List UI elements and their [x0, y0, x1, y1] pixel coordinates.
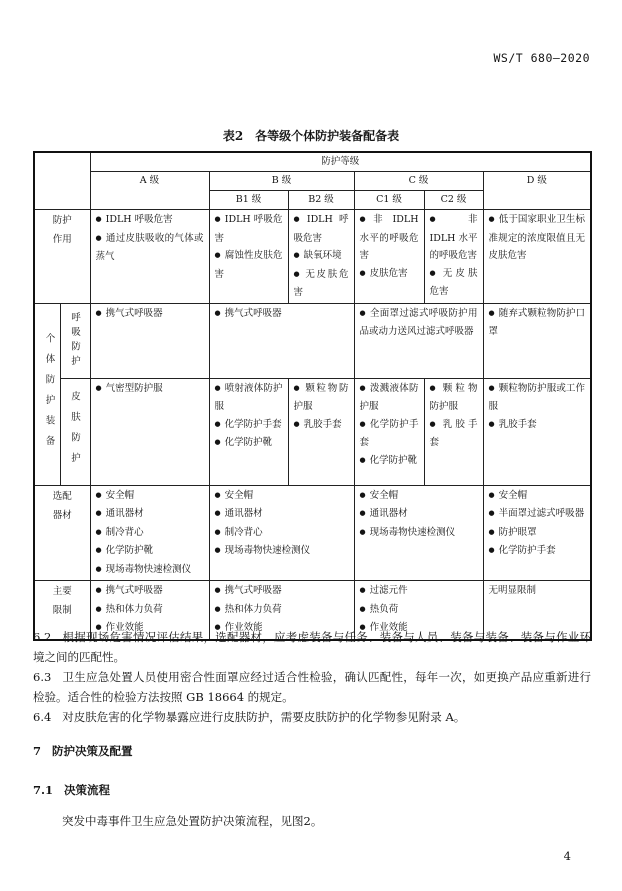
bullet-item — [489, 305, 586, 341]
bullet-text: 无皮肤危害 — [293, 268, 349, 298]
bullet-text: 携气式呼吸器 — [224, 307, 282, 319]
bullet-text: 热负荷 — [369, 603, 399, 615]
bullet-item — [215, 434, 283, 453]
bullet-icon: ● — [214, 251, 221, 259]
bullet-item — [360, 505, 478, 524]
bullet-item — [360, 416, 419, 452]
clause-number: 6.3 — [33, 670, 52, 684]
bullet-icon: ● — [95, 308, 102, 317]
bullet-text: IDLH 呼吸危害 — [105, 214, 173, 225]
bullet-item — [430, 380, 478, 416]
bullet-icon: ● — [214, 308, 221, 317]
bullet-text: 非 IDLH 水平的呼吸危害 — [359, 214, 419, 261]
bullet-item — [489, 487, 586, 506]
bullet-text: 通讯器材 — [224, 508, 263, 519]
clause-text: 对皮肤危害的化学物暴露应进行皮肤防护，需要皮肤防护的化学物参见附录 A。 — [62, 710, 466, 724]
bullet-item — [215, 380, 283, 416]
bullet-icon: ● — [95, 383, 102, 392]
header-level-b2: B2 级 — [288, 191, 354, 210]
bullet-text: 现场毒物快速检测仪 — [369, 526, 456, 538]
bullet-item — [489, 542, 586, 561]
bullet-icon: ● — [359, 308, 366, 317]
bullet-icon: ● — [214, 623, 221, 631]
bullet-text: 热和体力负荷 — [105, 603, 163, 615]
bullet-item — [360, 265, 419, 284]
bullet-icon: ● — [359, 268, 366, 277]
cell-optional-b — [209, 485, 354, 581]
bullet-text: 热和体力负荷 — [224, 603, 282, 615]
rowheader-protective-effect: 防护作用 — [34, 210, 90, 304]
bullet-icon: ● — [488, 308, 495, 317]
bullet-item — [96, 305, 204, 324]
row-respiratory-protection — [34, 303, 591, 378]
bullet-item — [360, 601, 478, 620]
bullet-icon: ● — [214, 438, 221, 446]
bullet-text: 随弃式颗粒物防护口罩 — [488, 307, 586, 337]
bullet-icon: ● — [359, 586, 366, 594]
bullet-icon: ● — [359, 215, 370, 223]
bullet-text: 化学防护靴 — [224, 437, 273, 448]
cell-effect-c2 — [424, 210, 483, 304]
rowheader-respiratory: 呼吸防护 — [60, 303, 90, 378]
bullet-item — [215, 487, 349, 506]
bullet-text: 喷射液体防护服 — [214, 382, 283, 412]
cell-skin-a — [90, 378, 209, 485]
header-level-b1: B1 级 — [209, 191, 288, 210]
cell-skin-b2 — [288, 378, 354, 485]
bullet-item — [215, 416, 283, 435]
bullet-item — [360, 487, 478, 506]
ppe-equipment-table — [33, 151, 592, 641]
bullet-icon: ● — [214, 527, 221, 536]
heading-number: 7.1 — [33, 783, 54, 797]
header-level-c2: C2 级 — [424, 191, 483, 210]
bullet-text: 缺氧环境 — [303, 250, 342, 261]
bullet-icon: ● — [429, 383, 439, 392]
header-level-a: A 级 — [90, 172, 209, 210]
bullet-icon: ● — [488, 419, 495, 428]
bullet-text: 无皮肤危害 — [429, 267, 478, 297]
clause-text: 根据现场危害情况评估结果，选配器材，应考虑装备与任务、装备与人员、装备与装备、装备与作业环境之间的匹配性。 — [33, 630, 591, 664]
bullet-text: 腐蚀性皮肤危害 — [214, 250, 283, 280]
header-level-c1: C1 级 — [354, 191, 424, 210]
bullet-icon: ● — [359, 604, 366, 613]
heading-text: 决策流程 — [64, 783, 111, 797]
bullet-item — [215, 211, 283, 247]
bullet-icon: ● — [293, 269, 302, 278]
standard-number: WS/T 680—2020 — [493, 51, 590, 65]
bullet-icon: ● — [95, 490, 102, 499]
bullet-icon: ● — [293, 419, 300, 428]
bullet-item — [215, 505, 349, 524]
row-optional-equipment — [34, 485, 591, 581]
bullet-icon: ● — [488, 215, 495, 223]
bullet-text: 泼溅液体防护服 — [359, 382, 419, 412]
bullet-item — [430, 265, 478, 301]
bullet-item — [215, 601, 349, 620]
bullet-text: 现场毒物快速检测仪 — [224, 545, 311, 556]
clause-6-2 — [33, 627, 591, 667]
bullet-text: 通过皮肤吸收的气体或蒸气 — [95, 232, 204, 262]
cell-effect-d — [483, 210, 591, 304]
bullet-item — [96, 230, 204, 266]
paragraph-7-1-intro: 突发中毒事件卫生应急处置防护决策流程，见图2。 — [62, 814, 323, 828]
bullet-text: 携气式呼吸器 — [105, 307, 163, 319]
header-level-c: C 级 — [354, 172, 483, 191]
bullet-icon: ● — [359, 509, 366, 517]
bullet-text: 安全帽 — [498, 489, 528, 501]
cell-optional-d — [483, 485, 591, 581]
bullet-icon: ● — [214, 509, 221, 517]
bullet-item — [96, 524, 204, 543]
table-caption — [0, 127, 622, 144]
bullet-item — [96, 601, 204, 620]
bullet-text: 化学防护手套 — [498, 545, 556, 556]
rowheader-main-limits: 主要限制 — [34, 581, 90, 640]
bullet-item — [360, 211, 419, 265]
bullet-icon: ● — [429, 268, 439, 277]
bullet-item — [489, 524, 586, 543]
bullet-item — [294, 211, 349, 247]
page-number: 4 — [563, 849, 571, 863]
body-text — [33, 627, 591, 831]
table-header-row-2 — [34, 172, 591, 191]
bullet-text: 化学防护手套 — [224, 418, 282, 430]
cell-optional-a — [90, 485, 209, 581]
bullet-text: 低于国家职业卫生标准规定的浓度限值且无皮肤危害 — [488, 214, 586, 261]
bullet-text: 安全帽 — [105, 489, 135, 501]
bullet-text: 作业效能 — [105, 622, 144, 633]
bullet-item — [96, 561, 204, 580]
bullet-icon: ● — [359, 490, 366, 499]
header-level-b: B 级 — [209, 172, 354, 191]
header-level-d: D 级 — [483, 172, 591, 210]
bullet-icon: ● — [214, 586, 221, 594]
rowheader-personal-equipment: 个体防护装备 — [34, 303, 60, 485]
bullet-item — [360, 524, 478, 543]
bullet-icon: ● — [488, 490, 495, 499]
bullet-item — [215, 247, 283, 283]
bullet-text: 携气式呼吸器 — [224, 585, 282, 596]
bullet-item — [489, 416, 586, 435]
bullet-item — [430, 211, 478, 265]
bullet-text: 通讯器材 — [105, 508, 144, 519]
bullet-text: 制冷背心 — [105, 526, 144, 538]
bullet-item — [96, 380, 204, 399]
bullet-icon: ● — [488, 383, 495, 392]
bullet-text: 颗粒物防护服 — [429, 382, 478, 412]
cell-skin-d — [483, 378, 591, 485]
bullet-text: 安全帽 — [224, 489, 254, 501]
bullet-item — [96, 487, 204, 506]
bullet-item — [294, 247, 349, 266]
cell-effect-b1 — [209, 210, 288, 304]
bullet-text: 制冷背心 — [224, 526, 263, 538]
bullet-icon: ● — [214, 383, 221, 392]
bullet-item — [360, 452, 419, 471]
bullet-item — [215, 582, 349, 601]
bullet-icon: ● — [95, 586, 102, 594]
bullet-text: 化学防护靴 — [369, 454, 418, 466]
bullet-icon: ● — [359, 623, 366, 631]
bullet-item — [96, 582, 204, 601]
bullet-icon: ● — [359, 419, 366, 428]
clause-6-4 — [33, 707, 591, 727]
bullet-item — [215, 305, 349, 324]
cell-limits-d: 无明显限制 — [483, 581, 591, 640]
row-skin-protection — [34, 378, 591, 485]
cell-respiratory-c — [354, 303, 483, 378]
bullet-text: 作业效能 — [369, 622, 408, 633]
bullet-item — [489, 505, 586, 524]
bullet-item — [360, 380, 419, 416]
cell-skin-c2 — [424, 378, 483, 485]
bullet-icon: ● — [293, 251, 300, 259]
bullet-item — [294, 266, 349, 302]
table-caption-text: 各等级个体防护装备配备表 — [255, 129, 400, 143]
bullet-item — [489, 380, 586, 416]
bullet-item — [96, 211, 204, 230]
table-caption-label: 表2 — [222, 129, 244, 143]
bullet-icon: ● — [214, 604, 221, 613]
bullet-text: 过滤元件 — [369, 585, 408, 596]
bullet-icon: ● — [488, 546, 495, 554]
cell-optional-c — [354, 485, 483, 581]
bullet-item — [215, 524, 349, 543]
cell-respiratory-a — [90, 303, 209, 378]
bullet-icon: ● — [293, 215, 303, 223]
bullet-icon: ● — [429, 419, 439, 428]
bullet-text: 乳胶手套 — [498, 418, 537, 430]
bullet-text: 乳胶手套 — [429, 418, 478, 448]
bullet-text: 乳胶手套 — [303, 418, 342, 430]
cell-effect-a — [90, 210, 209, 304]
bullet-icon: ● — [429, 215, 464, 223]
bullet-icon: ● — [95, 546, 102, 554]
bullet-icon: ● — [359, 383, 366, 392]
cell-skin-c1 — [354, 378, 424, 485]
bullet-icon: ● — [293, 383, 302, 392]
bullet-item — [96, 542, 204, 561]
bullet-text: 颗粒物防护服或工作服 — [488, 382, 586, 412]
corner-cell — [34, 152, 90, 210]
bullet-icon: ● — [359, 527, 366, 536]
bullet-item — [294, 380, 349, 416]
bullet-text: 气密型防护服 — [105, 382, 163, 394]
bullet-text: IDLH 呼吸危害 — [214, 214, 283, 244]
bullet-icon: ● — [95, 509, 102, 517]
bullet-icon: ● — [214, 419, 221, 428]
bullet-icon: ● — [95, 604, 102, 613]
bullet-icon: ● — [214, 215, 221, 223]
table-header-row-1 — [34, 152, 591, 172]
bullet-text: 携气式呼吸器 — [105, 585, 163, 596]
header-level-title: 防护等级 — [90, 152, 591, 172]
heading-number: 7 — [33, 744, 42, 758]
bullet-item — [360, 582, 478, 601]
bullet-text: 非 IDLH 水平的呼吸危害 — [429, 214, 478, 261]
bullet-text: 作业效能 — [224, 622, 263, 633]
rowheader-skin: 皮肤防护 — [60, 378, 90, 485]
bullet-item — [360, 305, 478, 341]
bullet-item — [489, 211, 586, 265]
bullet-icon: ● — [95, 527, 102, 536]
heading-text: 防护决策及配置 — [52, 744, 133, 758]
bullet-text: 通讯器材 — [369, 508, 408, 519]
clause-text: 卫生应急处置人员使用密合性面罩应经过适合性检验，确认匹配性，每年一次，如更换产品应重新进行检验。适合性的检验方法按照 GB 18664 的规定。 — [33, 670, 591, 704]
cell-effect-c1 — [354, 210, 424, 304]
heading-7-1 — [33, 780, 591, 800]
bullet-text: 防护眼罩 — [498, 526, 537, 538]
bullet-icon: ● — [95, 215, 102, 223]
bullet-text: 半面罩过滤式呼吸器 — [498, 508, 585, 519]
rowheader-optional-equipment: 选配器材 — [34, 485, 90, 581]
cell-skin-b1 — [209, 378, 288, 485]
bullet-icon: ● — [95, 623, 102, 631]
bullet-icon: ● — [359, 455, 366, 464]
bullet-icon: ● — [488, 527, 495, 536]
row-protective-effect — [34, 210, 591, 304]
cell-effect-b2 — [288, 210, 354, 304]
bullet-text: 化学防护靴 — [105, 545, 154, 556]
clause-number: 6.2 — [33, 630, 52, 644]
bullet-text: 颗粒物防护服 — [293, 382, 349, 412]
bullet-text: 现场毒物快速检测仪 — [105, 563, 192, 575]
bullet-text: 全面罩过滤式呼吸防护用品或动力送风过滤式呼吸器 — [359, 307, 478, 337]
bullet-item — [294, 416, 349, 435]
cell-respiratory-b — [209, 303, 354, 378]
bullet-item — [215, 542, 349, 561]
cell-respiratory-d — [483, 303, 591, 378]
heading-7 — [33, 741, 591, 761]
bullet-text: IDLH 呼吸危害 — [293, 214, 349, 244]
bullet-text: 安全帽 — [369, 489, 399, 501]
bullet-icon: ● — [488, 509, 495, 517]
bullet-item — [96, 505, 204, 524]
bullet-text: 皮肤危害 — [369, 267, 408, 279]
clause-6-3 — [33, 667, 591, 707]
bullet-text: 化学防护手套 — [359, 418, 419, 448]
bullet-icon: ● — [214, 490, 221, 499]
bullet-item — [430, 416, 478, 452]
bullet-icon: ● — [95, 233, 102, 242]
clause-number: 6.4 — [33, 710, 52, 724]
bullet-icon: ● — [95, 564, 102, 573]
bullet-icon: ● — [214, 546, 221, 554]
